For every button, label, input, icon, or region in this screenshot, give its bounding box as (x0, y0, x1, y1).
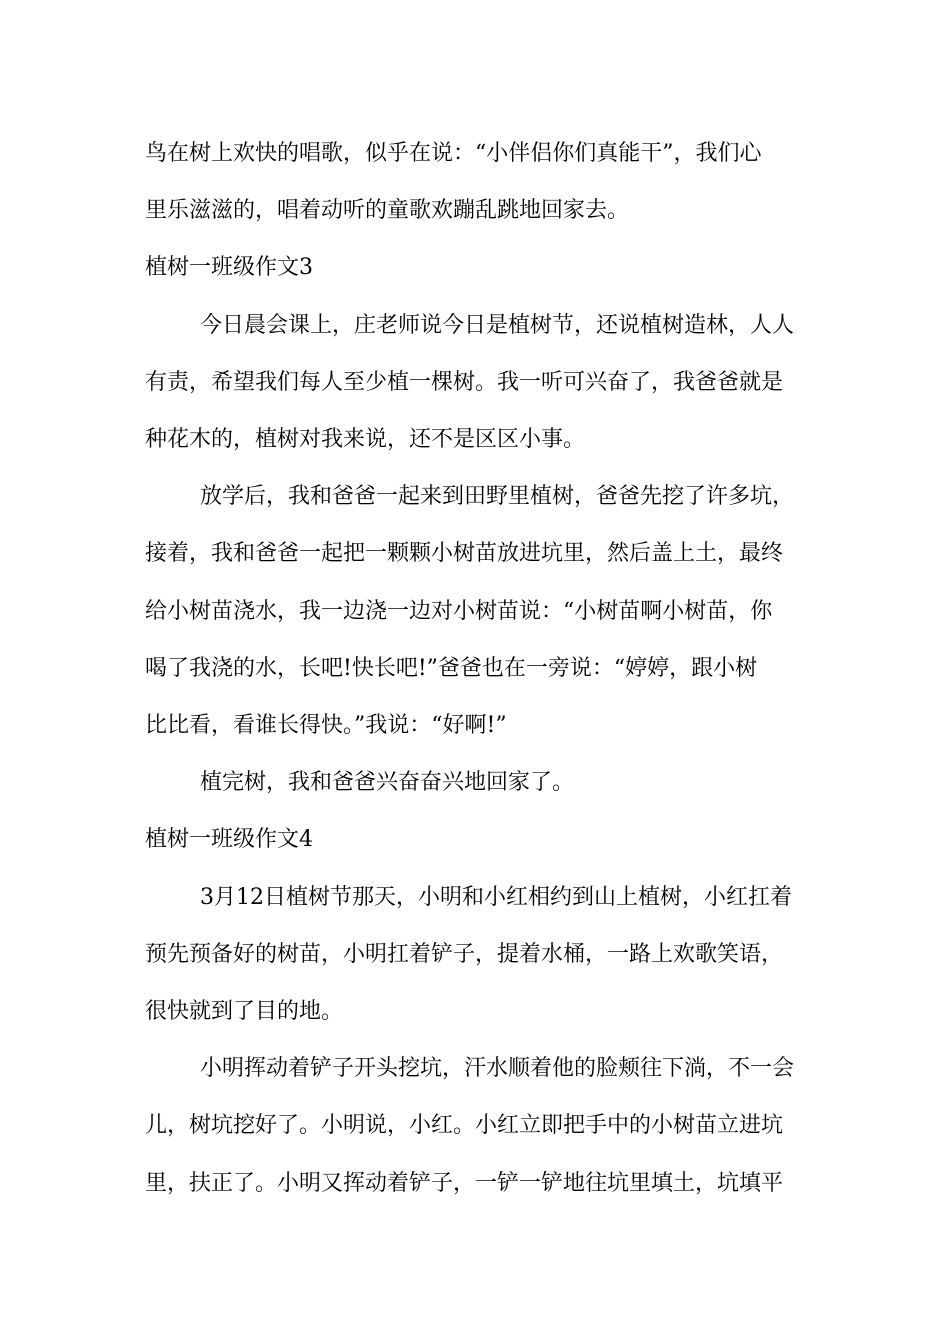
section-heading: 植树一班级作文4 (145, 827, 313, 852)
paragraph-line: 放学后，我和爸爸一起来到田野里植树，爸爸先挖了许多坑， (200, 484, 795, 509)
paragraph-line: 小明挥动着铲子开头挖坑，汗水顺着他的脸颊往下淌，不一会 (200, 1056, 795, 1081)
paragraph-line: 给小树苗浇水，我一边浇一边对小树苗说：“小树苗啊小树苗，你 (145, 599, 773, 624)
paragraph-line: 里乐滋滋的，唱着动听的童歌欢蹦乱跳地回家去。 (145, 198, 630, 223)
paragraph-line: 很快就到了目的地。 (145, 999, 344, 1024)
paragraph-line: 预先预备好的树苗，小明扛着铲子，提着水桶，一路上欢歌笑语， (145, 942, 784, 967)
section-heading: 植树一班级作文3 (145, 255, 313, 280)
paragraph-line: 接着，我和爸爸一起把一颗颗小树苗放进坑里，然后盖上土，最终 (145, 541, 784, 566)
paragraph-line: 有责，希望我们每人至少植一棵树。我一听可兴奋了，我爸爸就是 (145, 370, 784, 395)
paragraph-line: 喝了我浇的水，长吧!快长吧!”爸爸也在一旁说：“婷婷，跟小树 (145, 656, 758, 681)
paragraph-line: 3月12日植树节那天，小明和小红相约到山上植树，小红扛着 (200, 885, 792, 910)
paragraph-line: 今日晨会课上，庄老师说今日是植树节，还说植树造林，人人 (200, 313, 795, 338)
paragraph-line: 比比看，看谁长得快。”我说：“好啊!” (145, 713, 507, 738)
paragraph-line: 植完树，我和爸爸兴奋奋兴地回家了。 (200, 770, 575, 795)
paragraph-line: 鸟在树上欢快的唱歌，似乎在说：“小伴侣你们真能干”，我们心 (145, 141, 762, 166)
paragraph-line: 儿，树坑挖好了。小明说，小红。小红立即把手中的小树苗立进坑 (145, 1113, 784, 1138)
paragraph-line: 里，扶正了。小明又挥动着铲子，一铲一铲地往坑里填土，坑填平 (145, 1171, 784, 1196)
paragraph-line: 种花木的，植树对我来说，还不是区区小事。 (145, 427, 586, 452)
